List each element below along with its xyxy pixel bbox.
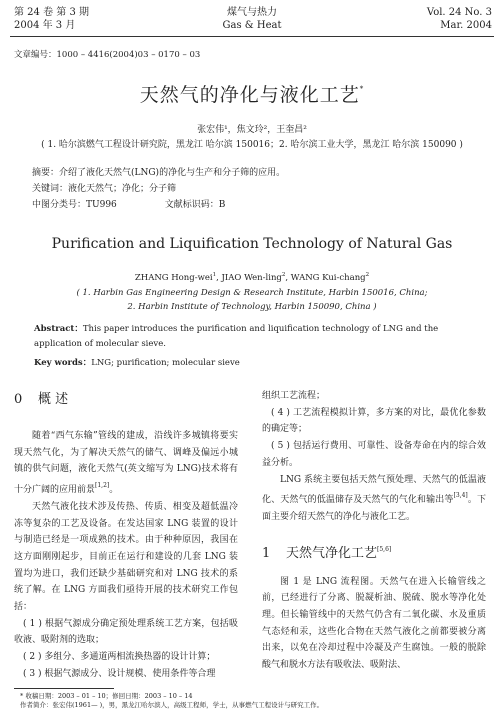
section-1-heading	[262, 526, 486, 574]
authors-en: ZHANG Hong-wei$^1$, JIAO Wen-ling$^2$, WANG Kui-chang$^2$	[134, 272, 370, 283]
section-0-title: 概 述	[38, 392, 69, 407]
volume-issue-en: Vol. 24 No. 3	[426, 7, 492, 18]
paragraph-intro	[14, 428, 238, 499]
article-number: 文章编号：1000 – 4416(2004)03 – 0170 – 03	[14, 50, 201, 60]
section-1-citation: [5,6]	[377, 545, 392, 553]
paper-title-zh	[0, 80, 504, 107]
paragraph-purification: 图 1 是 LNG 流程图。天然气在进入长输管线之前，已经进行了分离、脱凝析油、脱硫、脱水等净化处理。但长输管线中的天然气仍含有二氧化碳、水及重质气态烃和汞，这些化合物在天然气液化之前都要被分离出来，以免在冷却过程中冷凝及产生腐蚀。一般的脱除酸气和脱水方法有吸收法、吸附法、	[262, 576, 486, 671]
body-column-right	[262, 388, 486, 674]
keywords-en-label: Key words：	[34, 358, 92, 368]
paragraph-continued: 组织工艺流程；	[262, 391, 326, 401]
abstract-en-text: This paper introduces the purification and liquification technology of LNG and the application of molecular sieve.	[34, 324, 439, 349]
author-1-sup: 1	[212, 272, 217, 278]
abstract-zh: 摘要：介绍了液化天然气(LNG)的净化与生产和分子筛的应用。	[32, 168, 286, 178]
affiliation-en	[0, 286, 504, 314]
title-footnote-mark: *	[359, 85, 365, 93]
affiliation-en-2: 2. Harbin Institute of Technology, Harbin 150090, China )	[127, 302, 377, 312]
document-code: 文献标识码：B	[164, 200, 226, 210]
issue-date-zh: 2004 年 3 月	[14, 20, 76, 31]
paragraph-intro-text: 随着“西气东输”管线的建成，沿线许多城镇将要实现天然气化，为了解决天然气的储气、调峰及偏远小城镇的供气问题，液化天然气(英文缩写为 LNG)技术将有十分广阔的应用前景	[14, 431, 238, 496]
paragraph-lng-end: 。下面主要介绍天然气的净化与液化工艺。	[262, 495, 486, 522]
section-0-number: 0	[14, 392, 23, 407]
classification-row	[32, 197, 285, 213]
affiliation-zh: ( 1. 哈尔滨燃气工程设计研究院，黑龙江 哈尔滨 150016；2. 哈尔滨工业大学，黑龙江 哈尔滨 150090 )	[41, 140, 463, 150]
list-item: ( 1 ) 根据气源成分确定预处理系统工艺方案，包括吸收液、吸附剂的选取；	[14, 618, 238, 646]
paragraph-technology: 天然气液化技术涉及传热、传质、相变及超低温冷冻等复杂的工艺及设备。在发达国家 LNG 装置的设计与制造已经是一项成熟的技术。由于种种原因，我国在这方面刚刚起步，目前正在运行和建设的几套 LNG 装置均为进口，我们还缺少基础研究和对 LNG 技术的系统了解。在 LNG 方面我们亟待开展的技术研究工作包括：	[14, 501, 238, 613]
abstract-en-label: Abstract：	[34, 324, 83, 334]
journal-volume-en	[427, 6, 492, 32]
citation: [1,2]	[95, 482, 110, 490]
volume-issue: 第 24 卷 第 3 期	[14, 7, 89, 18]
footnote-author-bio: 作者简介：张宏伟(1961— )，男，黑龙江哈尔滨人，高级工程师，学士，从事燃气工程设计与研究工作。	[20, 701, 324, 709]
author-1: ZHANG Hong-wei	[134, 273, 213, 283]
author-3-sup: 2	[365, 272, 370, 278]
section-0-heading	[14, 388, 238, 428]
authors-zh: 张宏伟¹，焦文玲²，王奎昌²	[197, 125, 307, 135]
header-rule	[10, 36, 494, 37]
paragraph-lng-text: LNG 系统主要包括天然气预处理、天然气的低温液化、天然气的低温储存及天然气的气化和输出等	[262, 474, 486, 506]
footnote	[20, 692, 323, 710]
keywords-en-text: LNG; purification; molecular sieve	[91, 358, 240, 368]
author-2: JIAO Wen-ling	[221, 273, 282, 283]
section-1-title: 天然气净化工艺	[286, 545, 378, 561]
list-item: ( 2 ) 多组分、多通道两相流换热器的设计计算；	[23, 652, 216, 663]
abstract-en	[34, 322, 474, 352]
keywords-en	[34, 356, 240, 368]
abstract-block-zh	[32, 165, 285, 213]
author-3: WANG Kui-chang	[290, 273, 366, 283]
body-column-left	[14, 388, 238, 683]
section-1-number: 1	[262, 545, 271, 561]
list-item: ( 4 ) 工艺流程模拟计算，多方案的对比，最优化参数的确定等；	[262, 407, 486, 435]
paper-title-en: Purification and Liquification Technology of Natural Gas	[51, 236, 453, 252]
issue-date-en: Mar. 2004	[440, 20, 492, 31]
paragraph-intro-end: 。	[109, 485, 119, 496]
footnote-dates: * 收稿日期：2003 – 01 – 10；修回日期：2003 – 10 – 14	[20, 692, 193, 700]
journal-title-en: Gas & Heat	[222, 20, 282, 31]
citation: [3,4]	[453, 492, 468, 500]
paragraph-lng-system	[262, 472, 486, 526]
list-item: ( 5 ) 包括运行费用、可靠性、设备寿命在内的综合效益分析。	[262, 441, 486, 468]
title-zh-text: 天然气的净化与液化工艺	[139, 84, 360, 106]
keywords-zh: 关键词：液化天然气；净化；分子筛	[32, 184, 177, 194]
journal-title-zh: 煤气与热力	[227, 7, 277, 18]
author-2-sup: 2	[281, 272, 286, 278]
running-header	[0, 0, 504, 36]
list-item: ( 3 ) 根据气源成分、设计规模、使用条件等合理	[23, 668, 216, 679]
affiliation-en-1: ( 1. Harbin Gas Engineering Design & Research Institute, Harbin 150016, China;	[76, 288, 428, 298]
footnote-rule	[14, 688, 114, 689]
clc-number: 中图分类号：TU996	[32, 200, 117, 210]
